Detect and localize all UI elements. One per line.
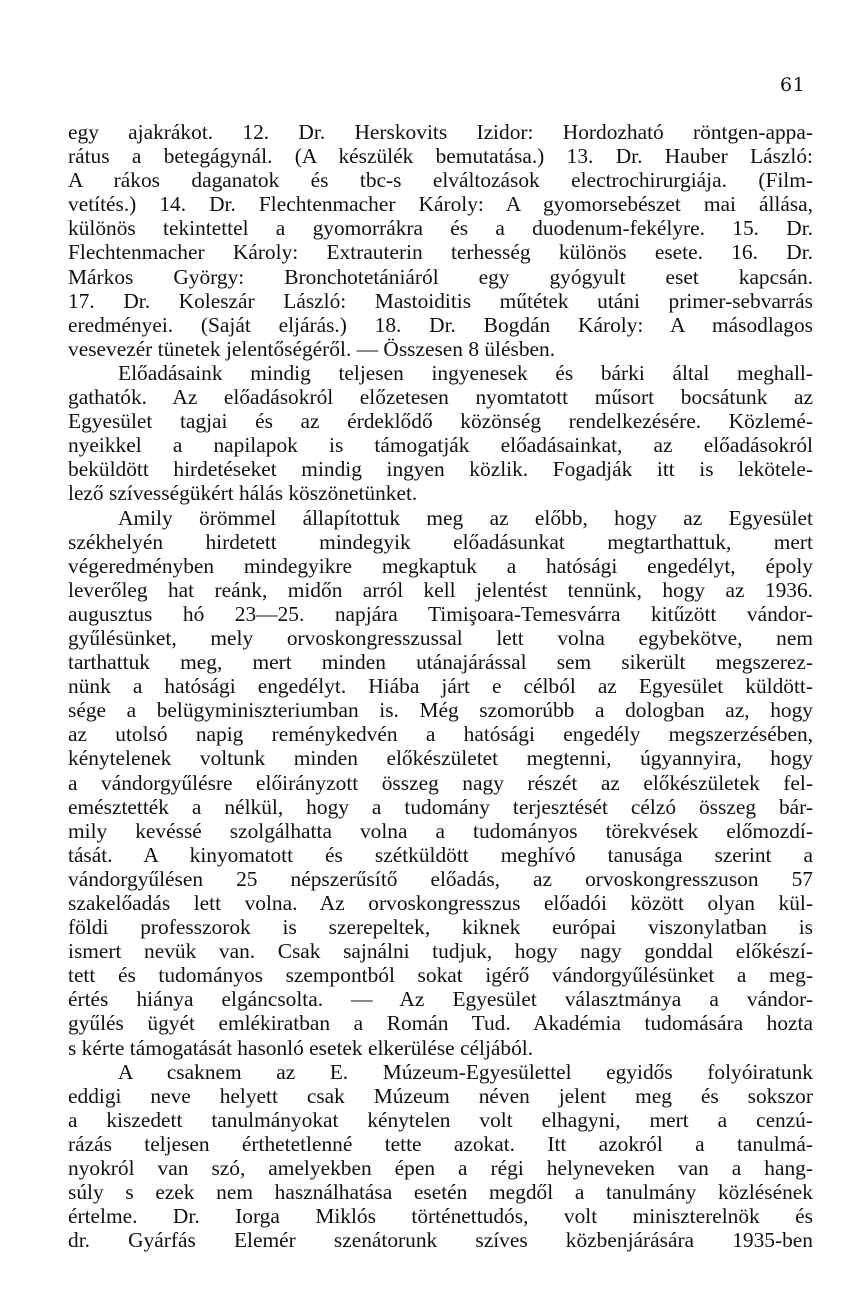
text-line: Márkos György: Bronchotetániáról egy gyógyult eset kapcsán. (68, 264, 813, 289)
text-line: értelme. Dr. Iorga Miklós történettudós, volt miniszterelnök és (68, 1204, 813, 1229)
text-line: vetítés.) 14. Dr. Flechtenmacher Károly: A gyomorsebészet mai állása, (68, 192, 813, 217)
text-line: s kérte támogatását hasonló esetek elkerülése céljából. (68, 1035, 534, 1060)
text-line: lező szívességükért hálás köszönetünket. (68, 481, 418, 506)
text-line: az utolsó napig reménykedvén a hatósági engedély megszerzésében, (68, 722, 813, 747)
body-text (68, 120, 813, 1252)
text-line: gathatók. Az előadásokról előzetesen nyomtatott műsort bocsátunk az (68, 385, 813, 410)
text-line: leverőleg hat reánk, midőn arról kell jelentést tennünk, hogy az 1936. (68, 577, 813, 602)
text-line: rázás teljesen érthetetlenné tette azokat. Itt azokról a tanulmá- (68, 1131, 813, 1156)
text-line: sége a belügyminiszteriumban is. Még szomorúbb a dologban az, hogy (68, 698, 813, 723)
text-line: ismert nevük van. Csak sajnálni tudjuk, hogy nagy gonddal előkészí- (68, 939, 813, 964)
text-line: vesevezér tünetek jelentőségéről. — Összesen 8 ülésben. (68, 336, 556, 361)
text-line: súly s ezek nem használhatása esetén megdől a tanulmány közlésének (68, 1180, 813, 1205)
text-line: Egyesület tagjai és az érdeklődő közönség rendelkezésére. Közlemé- (68, 409, 813, 434)
text-line: gyűlésünket, mely orvoskongresszussal lett volna egybekötve, nem (68, 625, 813, 650)
text-line: eddigi neve helyett csak Múzeum néven jelent meg és sokszor (68, 1083, 813, 1108)
text-line: Flechtenmacher Károly: Extrauterin terhesség különös esete. 16. Dr. (68, 240, 813, 265)
text-line: tett és tudományos szempontból sokat igérő vándorgyűlésünket a meg- (68, 963, 813, 988)
text-line: kénytelenek voltunk minden előkészületet megtenni, úgyannyira, hogy (68, 746, 813, 771)
text-line: nünk a hatósági engedélyt. Hiába járt e célból az Egyesület küldött- (68, 674, 813, 699)
text-line: a kiszedett tanulmányokat kénytelen volt elhagyni, mert a cenzú- (68, 1107, 813, 1132)
text-line: tarthattuk meg, mert minden utánajárással sem sikerült megszerez- (68, 650, 813, 675)
text-line: eredményei. (Saját eljárás.) 18. Dr. Bogdán Károly: A másodlagos (68, 312, 813, 337)
text-line: egy ajakrákot. 12. Dr. Herskovits Izidor: Hordozható röntgen-appa- (68, 120, 813, 144)
text-line: értés hiánya elgáncsolta. — Az Egyesület választmánya a vándor- (68, 987, 813, 1012)
text-line: földi professzorok is szerepeltek, kiknek európai viszonylatban is (68, 915, 813, 940)
text-line: Előadásaink mindig teljesen ingyenesek és bárki által meghall- (118, 360, 813, 385)
text-line: Amily örömmel állapítottuk meg az előbb, hogy az Egyesület (118, 505, 813, 530)
text-line: végeredményben mindegyikre megkaptuk a hatósági engedélyt, époly (68, 553, 813, 578)
text-line: székhelyén hirdetett mindegyik előadásunkat megtarthattuk, mert (68, 529, 813, 554)
text-line: vándorgyűlésen 25 népszerűsítő előadás, az orvoskongresszuson 57 (68, 866, 813, 891)
text-line: gyűlés ügyét emlékiratban a Román Tud. Akadémia tudomására hozta (68, 1011, 813, 1036)
text-line: 17. Dr. Koleszár László: Mastoiditis műtétek utáni primer-sebvarrás (68, 288, 813, 313)
text-line: különös tekintettel a gyomorrákra és a duodenum-fekélyre. 15. Dr. (68, 216, 813, 241)
text-line: nyokról van szó, amelyekben épen a régi helyneveken van a hang- (68, 1156, 813, 1181)
text-line: rátus a betegágynál. (A készülék bemutatása.) 13. Dr. Hauber László: (68, 144, 813, 169)
text-line: dr. Gyárfás Elemér szenátorunk szíves közbenjárására 1935-ben (68, 1228, 813, 1253)
text-line: A csaknem az E. Múzeum-Egyesülettel egyidős folyóiratunk (118, 1059, 813, 1084)
text-line: beküldött hirdetéseket mindig ingyen közlik. Fogadják itt is lekötele- (68, 457, 813, 482)
text-line: szakelőadás lett volna. Az orvoskongresszus előadói között olyan kül- (68, 891, 813, 915)
text-line: a vándorgyűlésre előirányzott összeg nagy részét az előkészületek fel- (68, 770, 813, 795)
text-line: emésztették a nélkül, hogy a tudomány terjesztését célzó összeg bár- (68, 794, 813, 819)
page-number: 61 (780, 74, 806, 96)
text-line: A rákos daganatok és tbc-s elváltozások electrochirurgiája. (Film- (68, 168, 813, 193)
text-line: nyeikkel a napilapok is támogatják előadásainkat, az előadásokról (68, 433, 813, 458)
text-line: mily kevéssé szolgálhatta volna a tudományos törekvések előmozdí- (68, 818, 813, 843)
text-line: augusztus hó 23—25. napjára Timişoara-Temesvárra kitűzött vándor- (68, 601, 813, 626)
text-line: tását. A kinyomatott és szétküldött meghívó tanusága szerint a (68, 842, 813, 867)
